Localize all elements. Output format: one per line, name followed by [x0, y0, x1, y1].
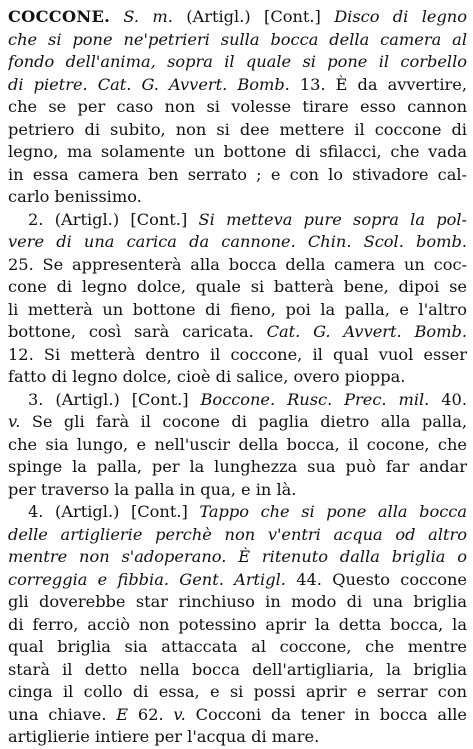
entry-text: Cat. G. Avvert. Bomb.: [266, 322, 467, 341]
entry-text: 2. (Artigl.) [Cont.]: [28, 209, 199, 229]
entry-line: [8, 591, 467, 614]
entry-line: [8, 29, 467, 52]
entry-line: [8, 344, 467, 367]
entry-line: [8, 231, 467, 254]
entry-text: cinga il collo di essa, e si possi aprir e serrar con: [8, 682, 467, 701]
entry-line: [8, 186, 467, 209]
entry-line: [8, 6, 467, 29]
entry-text: 3. (Artigl.) [Cont.]: [28, 389, 201, 409]
entry-text: 25. Se appresenterà alla bocca della camera un coc-: [8, 254, 467, 274]
entry-line: [8, 366, 467, 389]
entry-line: [8, 74, 467, 97]
entry-line: [8, 254, 467, 277]
entry-text: 4. (Artigl.) [Cont.]: [28, 502, 200, 521]
entry-line: [8, 141, 467, 164]
entry-text: spinge la palla, per la lunghezza sua può far andar: [8, 457, 467, 476]
entry-text: di ferro, acciò non potessino aprir la detta bocca, la: [8, 614, 467, 634]
entry-line: [8, 434, 467, 457]
entry-text: 13. È da avvertire,: [289, 74, 467, 94]
entry-text: 12. Si metterà dentro il coccone, il qual vuol esser: [8, 344, 467, 364]
entry-text: Se gli farà il cocone di paglia dietro alla palla,: [20, 412, 467, 431]
entry-line: [8, 276, 467, 299]
entry-line: [8, 546, 467, 569]
entry-line: [8, 389, 467, 412]
entry-line: [8, 614, 467, 637]
entry-text: Tappo che si pone alla bocca: [199, 502, 467, 521]
entry-text: fondo dell'anima, sopra il quale si pone il corbello: [8, 52, 467, 71]
headword: COCCONE.: [8, 7, 111, 26]
entry-line: [8, 659, 467, 682]
entry-text: v.: [8, 412, 21, 431]
entry-text: qual briglia sia attaccata al coccone, che mentre: [8, 637, 467, 656]
entry-text: [110, 7, 123, 26]
entry-text: una chiave.: [8, 704, 117, 724]
entry-text: Si metteva pure sopra la pol-: [198, 209, 467, 229]
entry-text: S. m.: [123, 7, 173, 26]
entry-line: [8, 726, 467, 749]
entry-text: che si pone ne'petrieri sulla bocca della camera al: [8, 29, 467, 49]
dictionary-entry-coccone: [8, 6, 467, 749]
entry-text: 62.: [128, 704, 174, 724]
entry-line: [8, 411, 467, 434]
entry-text: delle artiglierie perchè non v'entri acqua od altro: [8, 524, 467, 544]
entry-text: mentre non s'adoperano. È ritenuto dalla briglia o: [8, 547, 467, 566]
entry-text: Disco di legno: [334, 7, 467, 26]
entry-text: starà il detto nella bocca dell'artigliaria, la briglia: [8, 659, 467, 679]
entry-text: 44. Questo coccone: [285, 569, 467, 589]
entry-line: [8, 524, 467, 547]
entry-line: [8, 299, 467, 322]
entry-text: fatto di legno dolce, cioè di salice, overo pioppa.: [8, 367, 406, 386]
entry-text: E: [116, 704, 129, 724]
entry-line: [8, 96, 467, 119]
entry-line: [8, 479, 467, 502]
entry-text: che sia lungo, e nell'uscir della bocca, il cocone, che: [8, 434, 467, 454]
entry-text: di pietre. Cat. G. Avvert. Bomb.: [8, 74, 290, 94]
entry-text: gli doverebbe star rinchiuso in modo di una briglia: [8, 592, 467, 611]
entry-line: [8, 51, 467, 74]
entry-text: v.: [173, 704, 186, 724]
entry-text: in essa camera ben serrato ; e con lo stivadore cal-: [8, 164, 467, 184]
entry-text: correggia e fibbia. Gent. Artigl.: [8, 569, 286, 589]
entry-line: [8, 164, 467, 187]
entry-line: [8, 321, 467, 344]
entry-line: [8, 209, 467, 232]
entry-text: legno, ma solamente un bottone di sfilacci, che vada: [8, 142, 467, 161]
entry-line: [8, 119, 467, 142]
entry-line: [8, 456, 467, 479]
entry-text: che se per caso non si volesse tirare esso cannon: [8, 97, 467, 116]
entry-line: [8, 569, 467, 592]
entry-text: (Artigl.) [Cont.]: [172, 7, 335, 26]
entry-text: carlo benissimo.: [8, 187, 142, 206]
entry-text: 40.: [429, 389, 467, 409]
entry-text: cone di legno dolce, quale si batterà bene, dipoi se: [8, 277, 467, 296]
entry-text: petriero di subito, non si dee mettere il coccone di: [8, 119, 467, 139]
entry-text: li metterà un bottone di fieno, poi la palla, e l'altro: [8, 299, 467, 319]
entry-text: vere di una carica da cannone. Chin. Scol. bomb.: [8, 232, 467, 251]
entry-line: [8, 636, 467, 659]
entry-text: per traverso la palla in qua, e in là.: [8, 479, 297, 499]
entry-text: artiglierie intiere per l'acqua di mare.: [8, 727, 320, 746]
entry-line: [8, 501, 467, 524]
entry-text: Cocconi da tener in bocca alle: [185, 704, 467, 724]
entry-text: Boccone. Rusc. Prec. mil.: [200, 389, 430, 409]
entry-line: [8, 681, 467, 704]
entry-text: bottone, così sarà caricata.: [8, 322, 267, 341]
